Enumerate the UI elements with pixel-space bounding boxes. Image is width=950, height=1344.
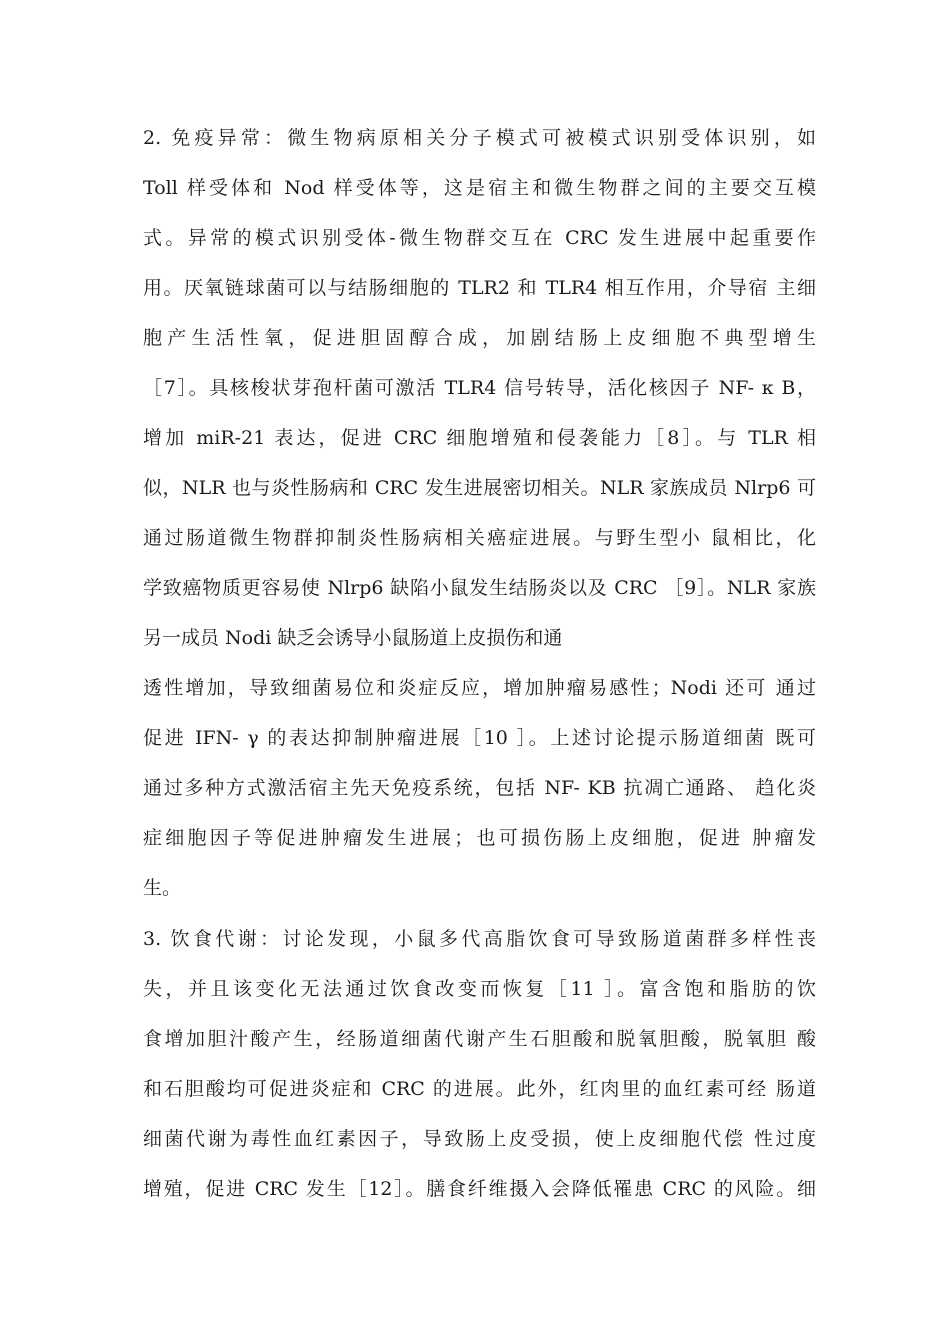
text-line: 症细胞因子等促进肿瘤发生进展；也可损伤肠上皮细胞，促进 肿瘤发 xyxy=(143,827,816,849)
text-line: 3. 饮食代谢：讨论发现，小鼠多代高脂饮食可导致肠道菌群多样性丧 xyxy=(143,928,816,950)
text-line: 透性增加，导致细菌易位和炎症反应，增加肿瘤易感性；Nodi 还可 通过 xyxy=(143,677,816,699)
text-line: 另一成员 Nodi 缺乏会诱导小鼠肠道上皮损伤和通 xyxy=(143,627,563,649)
text-line: 胞产生活性氧，促进胆固醇合成，加剧结肠上皮细胞不典型增生 xyxy=(143,327,816,349)
text-line: 用。厌氧链球菌可以与结肠细胞的 TLR2 和 TLR4 相互作用，介导宿 主细 xyxy=(143,277,816,299)
paragraph-diet-metabolism xyxy=(143,914,816,1214)
text-line: Toll 样受体和 Nod 样受体等，这是宿主和微生物群之间的主要交互模 xyxy=(143,177,816,199)
paragraph-immune-abnormality xyxy=(143,113,816,663)
text-line: 增殖，促进 CRC 发生［12］。膳食纤维摄入会降低罹患 CRC 的风险。细 xyxy=(143,1178,816,1200)
text-line: 和石胆酸均可促进炎症和 CRC 的进展。此外，红肉里的血红素可经 肠道 xyxy=(143,1078,816,1100)
text-line: 2. 免疫异常：微生物病原相关分子模式可被模式识别受体识别，如 xyxy=(143,127,816,149)
text-line: 失，并且该变化无法通过饮食改变而恢复［11 ］。富含饱和脂肪的饮 xyxy=(143,978,816,1000)
text-line: 学致癌物质更容易使 Nlrp6 缺陷小鼠发生结肠炎以及 CRC ［9］。NLR 家族 xyxy=(143,577,816,599)
text-line: 增加 miR-21 表达，促进 CRC 细胞增殖和侵袭能力［8］。与 TLR 相 xyxy=(143,427,816,449)
text-line: 通过多种方式激活宿主先天免疫系统，包括 NF- KB 抗凋亡通路、 趋化炎 xyxy=(143,777,816,799)
text-line: 式。异常的模式识别受体-微生物群交互在 CRC 发生进展中起重要作 xyxy=(143,227,816,249)
text-line: 细菌代谢为毒性血红素因子，导致肠上皮受损，使上皮细胞代偿 性过度 xyxy=(143,1128,816,1150)
text-line: 促进 IFN- γ 的表达抑制肿瘤进展［10 ］。上述讨论提示肠道细菌 既可 xyxy=(143,727,816,749)
text-line: 食增加胆汁酸产生，经肠道细菌代谢产生石胆酸和脱氧胆酸，脱氧胆 酸 xyxy=(143,1028,816,1050)
text-line: ［7］。具核梭状芽孢杆菌可激活 TLR4 信号转导，活化核因子 NF- κ B， xyxy=(143,377,816,399)
paragraph-immune-continued xyxy=(143,663,816,913)
text-line: 生。 xyxy=(143,877,182,899)
text-line: 似，NLR 也与炎性肠病和 CRC 发生进展密切相关。NLR 家族成员 Nlrp6 可 xyxy=(143,477,816,499)
text-line: 通过肠道微生物群抑制炎性肠病相关癌症进展。与野生型小 鼠相比，化 xyxy=(143,527,816,549)
